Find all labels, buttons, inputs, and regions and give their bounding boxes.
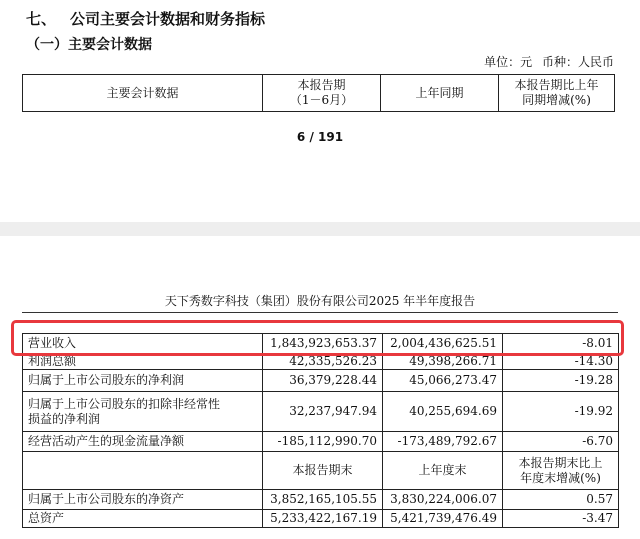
col-header-change xyxy=(499,75,615,112)
row-change-value: -8.01 xyxy=(503,334,619,354)
table-row xyxy=(23,490,619,510)
subheader-prior-year-end: 上年度末 xyxy=(383,452,503,490)
currency-label: 币种：人民币 xyxy=(541,55,614,69)
col-header-current-line2: （1－6月） xyxy=(289,93,354,107)
subheader-period-end: 本报告期末 xyxy=(263,452,383,490)
row-label-net-profit-deducted xyxy=(23,392,263,432)
subheader-empty-cell xyxy=(23,452,263,490)
row-label-line2: 损益的净利润 xyxy=(28,411,101,426)
row-prior-value: 5,421,739,476.49 xyxy=(383,510,503,528)
col-header-main-data: 主要会计数据 xyxy=(23,75,263,112)
row-label-operating-cash-flow: 经营活动产生的现金流量净额 xyxy=(23,432,263,452)
row-prior-value: 3,830,224,006.07 xyxy=(383,490,503,510)
table-subheader-row xyxy=(23,452,619,490)
header-rule xyxy=(22,312,618,313)
row-label-total-profit: 利润总额 xyxy=(23,354,263,370)
col-header-current-period xyxy=(263,75,381,112)
row-prior-value: 2,004,436,625.51 xyxy=(383,334,503,354)
table-row xyxy=(23,392,619,432)
row-current-value: -185,112,990.70 xyxy=(263,432,383,452)
col-header-current-line1: 本报告期 xyxy=(297,78,346,92)
financial-data-table xyxy=(22,333,619,528)
row-change-value: -19.28 xyxy=(503,370,619,392)
subsection-heading: （一）主要会计数据 xyxy=(26,37,152,53)
row-prior-value: 40,255,694.69 xyxy=(383,392,503,432)
row-current-value: 32,237,947.94 xyxy=(263,392,383,432)
unit-label: 单位：元 xyxy=(484,55,533,69)
col-header-change-line2: 同期增减(%) xyxy=(522,93,591,107)
page-divider xyxy=(0,222,640,236)
col-header-change-line1: 本报告期比上年 xyxy=(514,78,599,92)
subheader-change-line2: 年度末增减(%) xyxy=(520,470,601,485)
row-change-value: -14.30 xyxy=(503,354,619,370)
row-label-line1: 归属于上市公司股东的扣除非经常性 xyxy=(28,396,221,411)
row-current-value: 1,843,923,653.37 xyxy=(263,334,383,354)
row-label-revenue: 营业收入 xyxy=(23,334,263,354)
row-current-value: 42,335,526.23 xyxy=(263,354,383,370)
row-prior-value: 49,398,266.71 xyxy=(383,354,503,370)
table-row xyxy=(23,510,619,528)
row-change-value: -3.47 xyxy=(503,510,619,528)
section-heading xyxy=(26,8,265,29)
col-header-prior-period: 上年同期 xyxy=(381,75,499,112)
row-change-value: 0.57 xyxy=(503,490,619,510)
top-header-table xyxy=(22,74,615,112)
row-current-value: 3,852,165,105.55 xyxy=(263,490,383,510)
section-title: 公司主要会计数据和财务指标 xyxy=(70,10,266,28)
row-change-value: -19.92 xyxy=(503,392,619,432)
unit-currency-line xyxy=(478,53,614,70)
row-label-net-profit: 归属于上市公司股东的净利润 xyxy=(23,370,263,392)
row-prior-value: -173,489,792.67 xyxy=(383,432,503,452)
row-label-total-assets: 总资产 xyxy=(23,510,263,528)
revenue-highlight-box xyxy=(11,320,624,356)
row-label-net-assets: 归属于上市公司股东的净资产 xyxy=(23,490,263,510)
subheader-change-line1: 本报告期末比上 xyxy=(518,455,603,470)
section-number: 七、 xyxy=(26,10,57,28)
report-header: 天下秀数字科技（集团）股份有限公司2025 年半年度报告 xyxy=(164,294,476,308)
row-prior-value: 45,066,273.47 xyxy=(383,370,503,392)
row-current-value: 36,379,228.44 xyxy=(263,370,383,392)
row-change-value: -6.70 xyxy=(503,432,619,452)
row-current-value: 5,233,422,167.19 xyxy=(263,510,383,528)
page-number: 6 / 191 xyxy=(296,130,344,144)
table-row xyxy=(23,432,619,452)
table-row xyxy=(23,370,619,392)
subheader-change xyxy=(503,452,619,490)
